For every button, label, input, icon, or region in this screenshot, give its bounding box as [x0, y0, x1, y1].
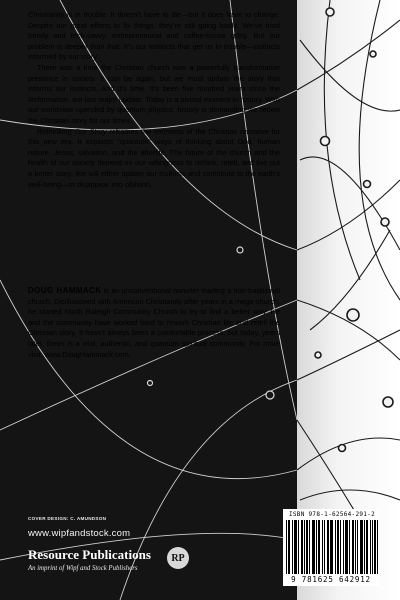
barcode-bar	[296, 520, 297, 574]
barcode-bar	[338, 520, 339, 574]
barcode-bar	[292, 520, 293, 574]
barcode-bar	[345, 520, 346, 574]
barcode-bar	[343, 520, 344, 574]
barcode-bar	[313, 520, 314, 574]
barcode-bar	[327, 520, 328, 574]
barcode-bar	[355, 520, 356, 574]
barcode-bar	[322, 520, 323, 574]
publisher-logo: RP	[167, 547, 189, 569]
barcode-bar	[361, 520, 362, 574]
barcode-bar	[298, 520, 299, 574]
barcode-bar	[302, 520, 303, 574]
barcode-bar	[340, 520, 341, 574]
barcode-bar	[330, 520, 331, 574]
author-bio	[28, 286, 280, 360]
barcode-bar	[314, 520, 315, 574]
barcode-bar	[319, 520, 320, 574]
barcode-bar	[289, 520, 290, 574]
barcode	[286, 520, 378, 574]
barcode-bar	[309, 520, 310, 574]
barcode-bar	[364, 520, 365, 574]
barcode-bar	[353, 520, 354, 574]
barcode-bar	[352, 520, 353, 574]
blurb-paragraph-3	[28, 127, 280, 191]
barcode-bar	[306, 520, 307, 574]
book-title-italic: Rethinking Our Story	[37, 126, 107, 136]
author-name: DOUG HAMMACK	[28, 286, 102, 295]
barcode-bar	[307, 520, 308, 574]
barcode-bar	[286, 520, 287, 574]
isbn-text: ISBN 978-1-62564-291-2	[288, 511, 376, 518]
barcode-bar	[288, 520, 289, 574]
barcode-bar	[294, 520, 295, 574]
barcode-bar	[331, 520, 332, 574]
barcode-bar	[318, 520, 319, 574]
barcode-bar	[316, 520, 317, 574]
blurb-paragraph-2: There was a time the Christian church was a powerfully transformative presence in society. It can be again, but we must update the story that informs our instincts. And it’s time. It’s been five hundred years since the Reformation, our last major update. Today is a pivotal moment in history. With our worldview upended by quantum physics, history is demanding we renew the Christian story for our times.	[28, 62, 280, 125]
blurb-paragraph-1: Christianity is in trouble. It doesn’t have to die—but it does have to change. Despite our great efforts to fix things, they’re still going badly. We’ve tried trendy and tech-savvy, entrepreneurial and coffee-house gritty. But our problem is deeper than that. It’s our instincts that get us in trouble—instincts informed by our story.	[28, 10, 280, 62]
blurb-paragraph-3-text: reframes the elements of the Christian narrative for this new era. It explores “quantum” ways of thinking about God, human nature, Jesus, salvation, and the afterlife. The future of the church and the health of our society depend on our willingness to rethink, retell, and live out a better story. We will either update our instincts and contribute to the earth’s well-being—or disappear into oblivion.	[28, 126, 280, 189]
barcode-bar	[347, 520, 348, 574]
barcode-bar	[374, 520, 375, 574]
barcode-bar	[312, 520, 313, 574]
barcode-bar	[372, 520, 373, 574]
barcode-bar	[349, 520, 350, 574]
barcode-bar	[375, 520, 376, 574]
publisher-website: www.wipfandstock.com	[28, 528, 131, 539]
barcode-bar	[304, 520, 305, 574]
barcode-bar	[337, 520, 338, 574]
publisher-name: Resource Publications	[28, 547, 151, 562]
barcode-bar	[328, 520, 329, 574]
barcode-bar	[295, 520, 296, 574]
barcode-bar	[324, 520, 325, 574]
barcode-bar	[335, 520, 336, 574]
ean-digits: 9 781625 642912	[291, 575, 371, 584]
barcode-bar	[357, 520, 358, 574]
barcode-bar	[370, 520, 371, 574]
author-bio-text: is an unconventional minister leading a non-traditional church. Disillusioned with American Christianity after years in a mega-church, he started North Raleigh Community Church to try to find a better way. He and the community have worked hard to rework Christian life and retell the Christian story. It hasn’t always been a comfortable process, but today, years later, theirs is a vital, authentic, and quantum spiritual community. For more visit: www.DougHammack.com.	[28, 286, 280, 359]
back-cover-blurb	[28, 10, 280, 190]
publisher-imprint: An imprint of Wipf and Stock Publishers	[28, 565, 138, 572]
barcode-bar	[366, 520, 367, 574]
barcode-bar	[332, 520, 333, 574]
barcode-bar	[377, 520, 378, 574]
barcode-bar	[301, 520, 302, 574]
cover-design-credit: COVER DESIGN: C. AMUNDSON	[28, 516, 107, 521]
barcode-bar	[362, 520, 363, 574]
barcode-bar	[360, 520, 361, 574]
barcode-bar	[367, 520, 368, 574]
barcode-bar	[346, 520, 347, 574]
